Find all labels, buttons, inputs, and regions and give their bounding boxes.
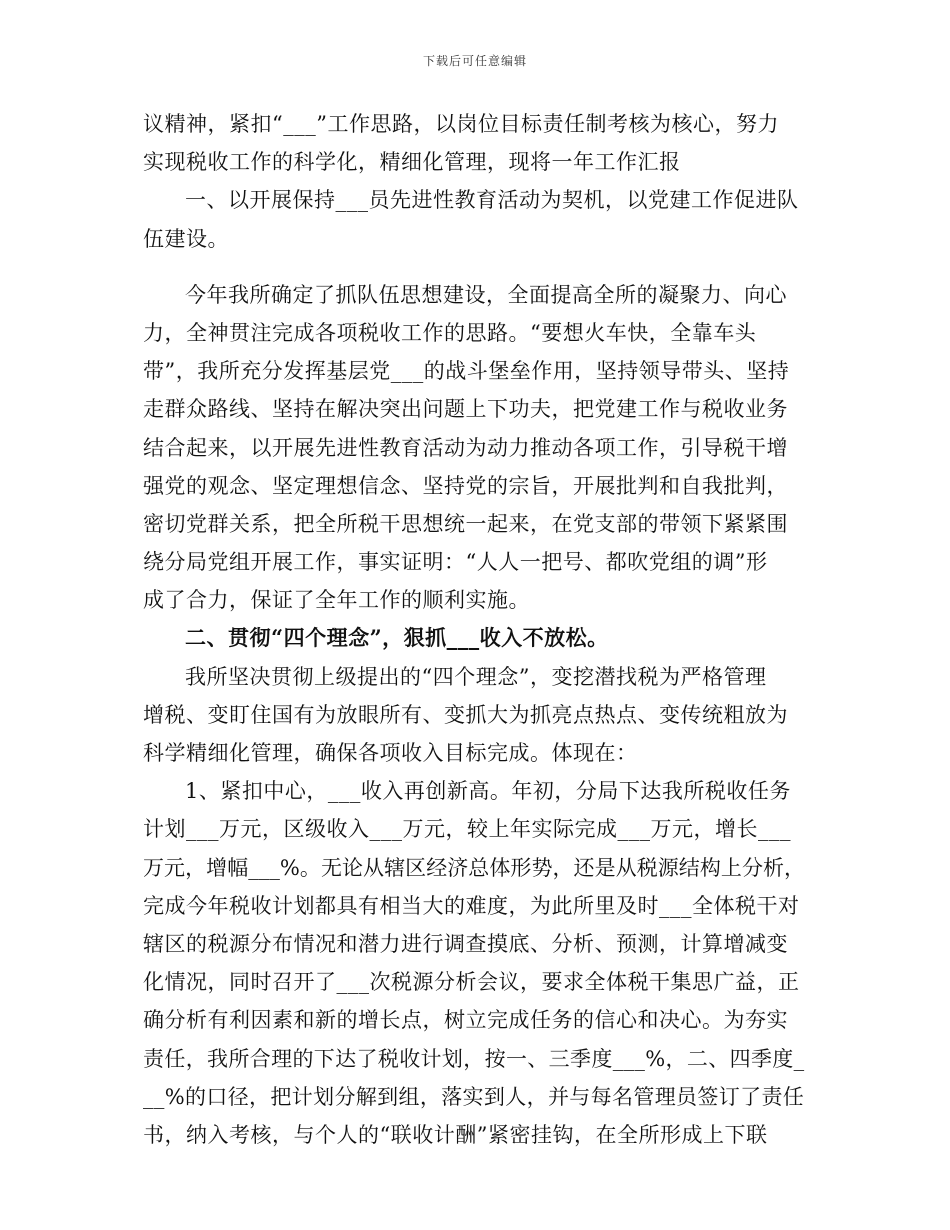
text-line: 1、紧扣中心，___收入再创新高。年初，分局下达我所税收任务: [185, 779, 791, 804]
text-line: 成了合力，保证了全年工作的顺利实施。: [143, 588, 530, 613]
text-line: 书，纳入考核，与个人的“联收计酬”紧密挂钩，在全所形成上下联: [143, 1122, 768, 1147]
text-line: 责任，我所合理的下达了税收计划，按一、三季度___%，二、四季度_: [143, 1046, 805, 1071]
text-line: 走群众路线、坚持在解决突出问题上下功夫，把党建工作与税收业务: [143, 397, 788, 422]
text-line: 增税、变盯住国有为放眼所有、变抓大为抓亮点热点、变传统粗放为: [143, 702, 788, 727]
text-line: 辖区的税源分布情况和潜力进行调查摸底、分析、预测，计算增减变: [143, 931, 788, 956]
text-line: 强党的观念、坚定理想信念、坚持党的宗旨，开展批判和自我批判，: [143, 473, 788, 498]
text-line: 确分析有利因素和新的增长点，树立完成任务的信心和决心。为夯实: [143, 1008, 788, 1033]
text-line: 万元，增幅___%。无论从辖区经济总体形势，还是从税源结构上分析，: [143, 855, 806, 880]
text-line: 带”，我所充分发挥基层党___的战斗堡垒作用，坚持领导带头、坚持: [143, 359, 790, 384]
text-line: 计划___万元，区级收入___万元，较上年实际完成___万元，增长___: [143, 817, 791, 842]
text-line: 力，全神贯注完成各项税收工作的思路。“要想火车快，全靠车头: [143, 320, 757, 345]
page-header: 下载后可任意编辑: [422, 54, 527, 68]
text-line: __%的口径，把计划分解到组，落实到人，并与每名管理员签订了责任: [143, 1084, 805, 1109]
text-line: 今年我所确定了抓队伍思想建设，全面提高全所的凝聚力、向心: [185, 282, 787, 307]
section-heading-one: 一、以开展保持___员先进性教育活动为契机，以党建工作促进队: [185, 188, 799, 213]
text-line: 密切党群关系，把全所税干思想统一起来，在党支部的带领下紧紧围: [143, 511, 788, 536]
text-line: 绕分局党组开展工作，事实证明：“人人一把号、都吹党组的调”形: [143, 550, 768, 575]
text-line: 结合起来，以开展先进性教育活动为动力推动各项工作，引导税干增: [143, 435, 788, 460]
text-line: 议精神，紧扣“___”工作思路，以岗位目标责任制考核为核心，努力: [143, 112, 779, 136]
text-line: 完成今年税收计划都具有相当大的难度，为此所里及时___全体税干对: [143, 893, 800, 918]
text-line: 实现税收工作的科学化，精细化管理，现将一年工作汇报: [143, 150, 681, 175]
text-line: 伍建设。: [143, 226, 229, 251]
text-line: 我所坚决贯彻上级提出的“四个理念”，变挖潜找税为严格管理: [185, 664, 767, 689]
text-line: 科学精细化管理，确保各项收入目标完成。体现在：: [143, 741, 638, 765]
text-line: 化情况，同时召开了___次税源分析会议，要求全体税干集思广益，正: [143, 970, 800, 995]
paragraph-spacer: [143, 258, 808, 276]
section-heading-two: 二、贯彻“四个理念”，狠抓___收入不放松。: [185, 625, 609, 651]
document-body: [143, 105, 808, 1154]
